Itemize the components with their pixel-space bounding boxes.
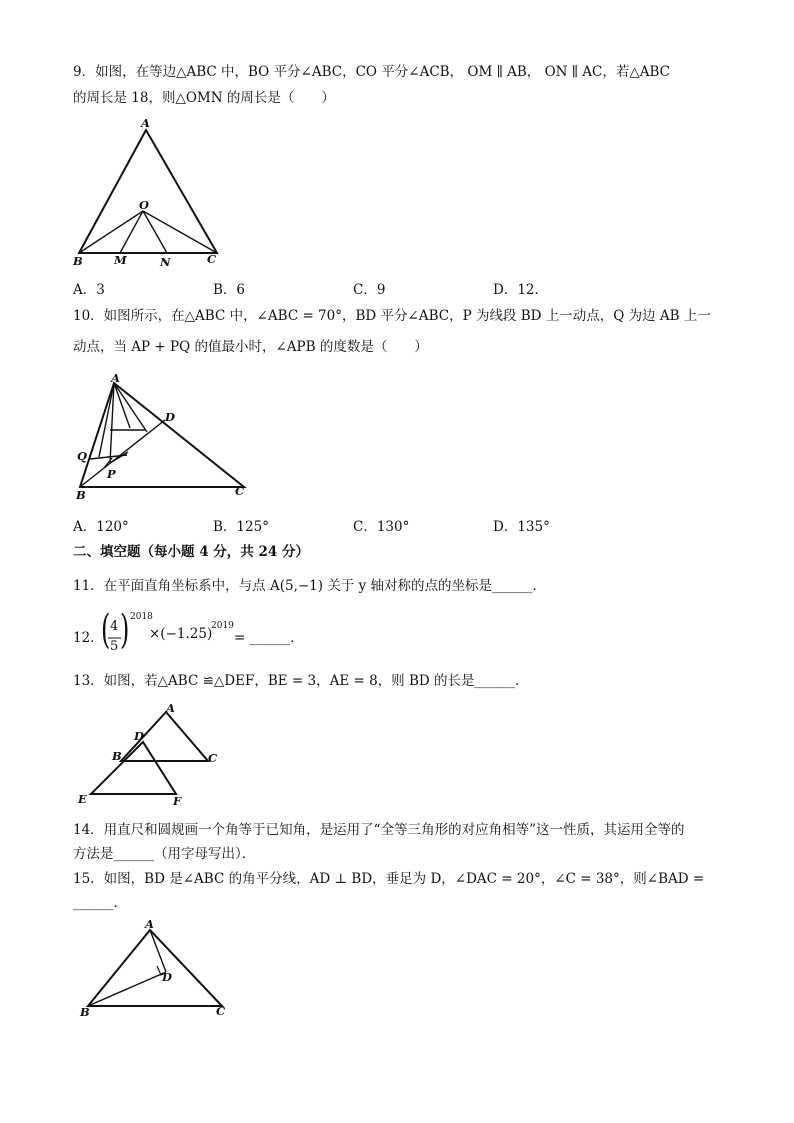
q9-label-m: M xyxy=(114,253,127,267)
q10-label-c: C xyxy=(235,484,245,498)
q10-label-b: B xyxy=(76,488,86,502)
q14-line2: 方法是______（用字母写出）． xyxy=(73,846,256,862)
q12-multiplier: ×(−1.25) xyxy=(149,626,213,642)
q9-option-a: A．3 xyxy=(73,282,105,298)
q10-option-d: D．135° xyxy=(493,519,550,535)
q10-label-q: Q xyxy=(77,449,88,463)
q9-label-b: B xyxy=(73,254,83,268)
q9-label-c: C xyxy=(207,252,217,266)
q12-prefix: 12． xyxy=(73,630,104,646)
q12-exponent-1: 2018 xyxy=(130,612,153,622)
q9-option-d: D．12． xyxy=(493,282,549,298)
q9-label-a: A xyxy=(141,116,150,130)
q12-fraction-numerator: 4 xyxy=(110,619,119,634)
q12-right-paren: ) xyxy=(120,607,130,653)
q15-label-b: B xyxy=(80,1005,90,1019)
q10-line1: 10．如图所示，在△ABC 中，∠ABC = 70°，BD 平分∠ABC，P 为线段 BD 上一动点，Q 为边 AB 上一 xyxy=(73,308,711,324)
q12-answer-blank: = ______． xyxy=(234,630,304,646)
q13-label-d: D xyxy=(134,729,144,743)
q10-option-b: B．125° xyxy=(213,519,269,535)
q12-fraction-denominator: 5 xyxy=(110,639,119,654)
q15-line1: 15．如图，BD 是∠ABC 的角平分线，AD ⊥ BD，垂足为 D，∠DAC = 20°，∠C = 38°，则∠BAD = xyxy=(73,871,705,887)
q9-option-b: B．6 xyxy=(213,282,246,298)
q9-label-o: O xyxy=(139,198,150,212)
q10-label-p: P xyxy=(107,467,116,481)
q10-label-a: A xyxy=(111,371,120,385)
q10-option-a: A．120° xyxy=(73,519,129,535)
q15-label-c: C xyxy=(216,1004,226,1018)
q9-line1: 9．如图，在等边△ABC 中，BO 平分∠ABC，CO 平分∠ACB， OM ∥ AB， ON ∥ AC，若△ABC xyxy=(73,64,670,80)
q9-line2: 的周长是 18，则△OMN 的周长是（ ） xyxy=(73,90,335,106)
q13-label-f: F xyxy=(173,794,182,808)
q13-label-a: A xyxy=(166,701,175,715)
q13-label-c: C xyxy=(208,751,218,765)
section-heading-fill-in: 二、填空题（每小题 4 分，共 24 分） xyxy=(73,544,309,560)
q9-label-n: N xyxy=(160,255,171,269)
q14-line1: 14．用直尺和圆规画一个角等于已知角，是运用了“全等三角形的对应角相等”这一性质，其运用全等的 xyxy=(73,822,685,838)
q11-line: 11．在平面直角坐标系中，与点 A(5,−1) 关于 y 轴对称的点的坐标是______． xyxy=(73,578,547,594)
q12-exponent-2: 2019 xyxy=(211,621,234,631)
q9-option-c: C．9 xyxy=(353,282,386,298)
q12-left-paren: ( xyxy=(101,607,111,653)
q15-line2: ______． xyxy=(73,895,127,911)
q15-label-a: A xyxy=(145,917,154,931)
q10-option-c: C．130° xyxy=(353,519,410,535)
q10-label-d: D xyxy=(165,410,175,424)
q13-line: 13．如图，若△ABC ≌△DEF，BE = 3，AE = 8，则 BD 的长是______． xyxy=(73,673,529,689)
q13-label-e: E xyxy=(78,792,87,806)
q15-label-d: D xyxy=(162,970,172,984)
q13-label-b: B xyxy=(112,749,122,763)
q10-line2: 动点，当 AP + PQ 的值最小时，∠APB 的度数是（ ） xyxy=(73,339,428,355)
